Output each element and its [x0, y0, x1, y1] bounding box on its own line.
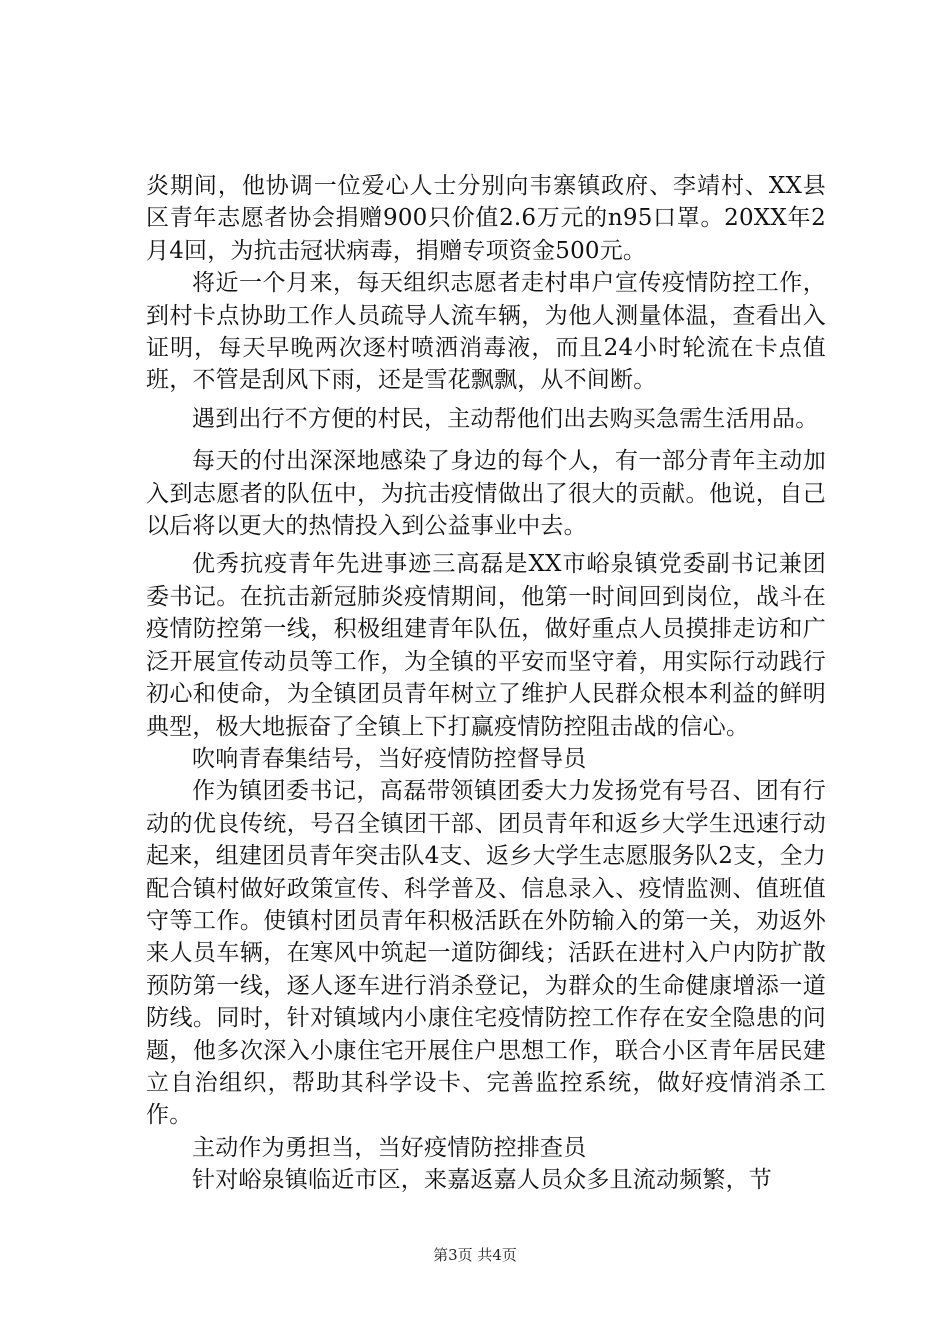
paragraph-5: 优秀抗疫青年先进事迹三高磊是XX市峪泉镇党委副书记兼团委书记。在抗击新冠肺炎疫情期间，他第一时间回到岗位，战斗在疫情防控第一线，积极组建青年队伍，做好重点人员摸排走访和广泛开展宣传动员等工作，为全镇的平安而坚守着，用实际行动践行初心和使命，为全镇团员青年树立了维护人民群众根本利益的鲜明典型，极大地振奋了全镇上下打赢疫情防控阻击战的信心。	[146, 551, 826, 740]
paragraph-1: 炎期间，他协调一位爱心人士分别向韦寨镇政府、李靖村、XX县区青年志愿者协会捐赠900只价值2.6万元的n95口罩。20XX年2月4回，为抗击冠状病毒，捐赠专项资金500元。	[146, 173, 826, 264]
section-heading-1: 吹响青春集结号，当好疫情防控督导员	[192, 745, 587, 772]
paragraph-2: 将近一个月来，每天组织志愿者走村串户宣传疫情防控工作，到村卡点协助工作人员疏导人流车辆，为他人测量体温，查看出入证明，每天早晚两次逐村喷洒消毒液，而且24小时轮流在卡点值班，不管是刮风下雨，还是雪花飘飘，从不间断。	[146, 270, 826, 394]
paragraph-4: 每天的付出深深地感染了身边的每个人，有一部分青年主动加入到志愿者的队伍中，为抗击疫情做出了很大的贡献。他说，自己以后将以更大的热情投入到公益事业中去。	[146, 448, 826, 540]
paragraph-6: 作为镇团委书记，高磊带领镇团委大力发扬党有号召、团有行动的优良传统，号召全镇团干部、团员青年和返乡大学生迅速行动起来，组建团员青年突击队4支、返乡大学生志愿服务队2支，全力配合镇村做好政策宣传、科学普及、信息录入、疫情监测、值班值守等工作。使镇村团员青年积极活跃在外防输入的第一关，劝返外来人员车辆，在寒风中筑起一道防御线；活跃在进村入户内防扩散预防第一线，逐人逐车进行消杀登记，为群众的生命健康增添一道防线。同时，针对镇域内小康住宅疫情防控工作存在安全隐患的问题，他多次深入小康住宅开展住户思想工作，联合小区青年居民建立自治组织，帮助其科学设卡、完善监控系统，做好疫情消杀工作。	[146, 778, 826, 1129]
section-heading-2: 主动作为勇担当，当好疫情防控排查员	[192, 1134, 587, 1161]
page-number-footer: 第3页 共4页	[433, 1246, 517, 1264]
document-body	[146, 170, 826, 1197]
paragraph-7: 针对峪泉镇临近市区，来嘉返嘉人员众多且流动频繁，节	[192, 1167, 772, 1194]
paragraph-3: 遇到出行不方便的村民，主动帮他们出去购买急需生活用品。	[192, 405, 819, 432]
